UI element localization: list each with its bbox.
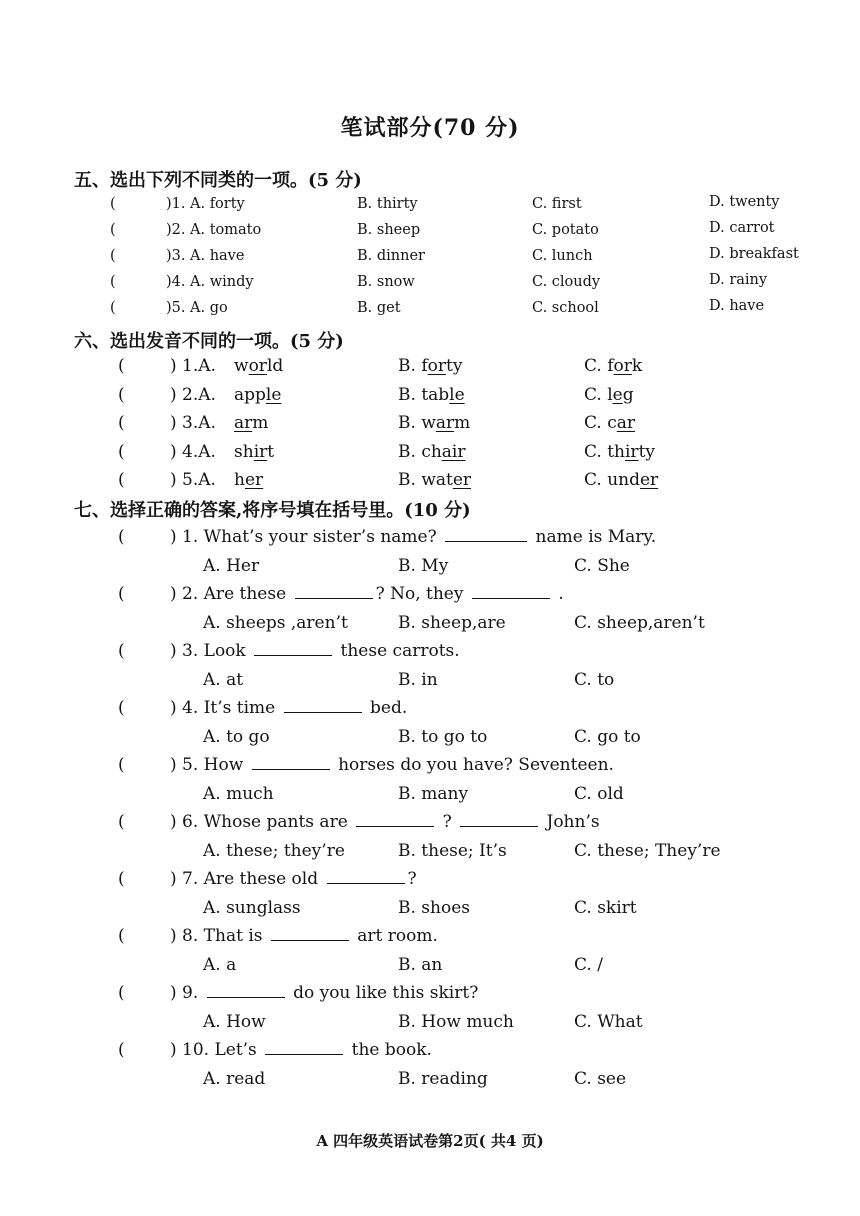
option-a[interactable]: A. go <box>190 300 228 316</box>
word-part: wat <box>421 470 453 490</box>
option-c[interactable]: C. old <box>574 784 624 804</box>
question-text-part: ) 10. Let’s <box>170 1040 263 1060</box>
option-letter: B. <box>398 385 422 405</box>
option-c[interactable]: C. What <box>574 1012 643 1032</box>
section-5-heading: 五、选出下列不同类的一项。(5 分) <box>74 170 362 191</box>
answer-paren[interactable]: ( <box>118 584 125 604</box>
answer-paren[interactable]: ( <box>118 641 125 661</box>
option-b[interactable]: B. My <box>398 556 449 576</box>
question-text-part: the book. <box>346 1040 432 1060</box>
option-c[interactable] <box>584 356 642 376</box>
question-text <box>170 983 478 1003</box>
option-a[interactable]: A. tomato <box>190 222 262 238</box>
underlined-letters: air <box>441 442 466 462</box>
question-text-part: . <box>552 584 564 604</box>
answer-paren[interactable]: ( <box>118 812 125 832</box>
question-number: ) 3.A. <box>170 413 216 433</box>
question-text-part: ) 1. What’s your sister’s name? <box>170 527 443 547</box>
answer-paren[interactable]: ( <box>118 442 125 462</box>
answer-paren[interactable]: ( <box>118 413 125 433</box>
option-a[interactable] <box>234 413 268 433</box>
question-text <box>170 926 438 946</box>
word-part: w <box>234 356 249 376</box>
question-text-part: horses do you have? Seventeen. <box>332 755 614 775</box>
question-text <box>170 755 614 775</box>
question-text <box>170 584 564 604</box>
answer-paren[interactable]: ( <box>110 274 116 290</box>
answer-blank[interactable] <box>327 869 405 884</box>
answer-blank[interactable] <box>356 812 434 827</box>
answer-paren[interactable]: ( <box>110 248 116 264</box>
question-text-part: art room. <box>351 926 438 946</box>
underlined-letters: ar <box>616 413 636 433</box>
answer-blank[interactable] <box>284 698 362 713</box>
word-part: ch <box>421 442 442 462</box>
option-c[interactable] <box>584 385 634 405</box>
option-a[interactable]: A. much <box>203 784 274 804</box>
answer-paren[interactable]: ( <box>110 300 116 316</box>
underlined-letters: ir <box>253 442 268 462</box>
option-letter: C. <box>584 413 608 433</box>
option-c[interactable]: C. first <box>532 196 582 212</box>
option-a[interactable]: A. sheeps ,aren’t <box>203 613 348 633</box>
word-part: l <box>607 385 613 405</box>
underlined-letters: ar <box>435 413 455 433</box>
answer-blank[interactable] <box>252 755 330 770</box>
option-c[interactable]: C. She <box>574 556 630 576</box>
option-letter: B. <box>398 413 422 433</box>
option-a[interactable] <box>234 385 281 405</box>
answer-blank[interactable] <box>265 1040 343 1055</box>
question-number: )1. <box>166 196 186 212</box>
answer-blank[interactable] <box>254 641 332 656</box>
word-part: ld <box>266 356 284 376</box>
option-letter: B. <box>398 442 422 462</box>
answer-paren[interactable]: ( <box>118 470 125 490</box>
option-b[interactable] <box>398 442 466 462</box>
option-a[interactable]: A. read <box>203 1069 266 1089</box>
section-6-heading: 六、选出发音不同的一项。(5 分) <box>74 331 344 352</box>
option-c[interactable]: C. go to <box>574 727 641 747</box>
word-part: f <box>421 356 428 376</box>
underlined-letters: er <box>244 470 264 490</box>
option-a[interactable] <box>234 356 283 376</box>
question-text <box>170 641 460 661</box>
option-d[interactable]: D. have <box>709 298 765 314</box>
question-number: )3. <box>166 248 186 264</box>
question-text-part: bed. <box>364 698 408 718</box>
option-a[interactable]: A. Her <box>203 556 260 576</box>
option-letter: C. <box>584 356 608 376</box>
question-text-part: these carrots. <box>335 641 460 661</box>
word-part: t <box>267 442 275 462</box>
word-part: und <box>607 470 640 490</box>
underlined-letters: le <box>449 385 465 405</box>
question-text-part: ) 8. That is <box>170 926 268 946</box>
option-b[interactable]: B. in <box>398 670 438 690</box>
option-c[interactable]: C. sheep,aren’t <box>574 613 705 633</box>
option-a[interactable]: A. sunglass <box>203 898 301 918</box>
option-letter: C. <box>584 470 608 490</box>
answer-blank[interactable] <box>472 584 550 599</box>
word-part: m <box>252 413 269 433</box>
option-b[interactable]: B. many <box>398 784 469 804</box>
option-b[interactable] <box>398 470 471 490</box>
option-a[interactable]: A. a <box>203 955 237 975</box>
question-number: ) 5.A. <box>170 470 216 490</box>
option-b[interactable]: B. these; It’s <box>398 841 507 861</box>
option-c[interactable]: C. / <box>574 955 603 975</box>
option-b[interactable]: B. How much <box>398 1012 514 1032</box>
question-text-part: ) 2. Are these <box>170 584 292 604</box>
option-c[interactable]: C. lunch <box>532 248 593 264</box>
option-letter: B. <box>398 470 422 490</box>
word-part: ty <box>638 442 656 462</box>
option-letter: B. <box>398 356 422 376</box>
option-a[interactable]: A. forty <box>190 196 245 212</box>
question-number: ) 4.A. <box>170 442 216 462</box>
option-b[interactable]: B. thirty <box>357 196 418 212</box>
option-letter: C. <box>584 442 608 462</box>
answer-paren[interactable]: ( <box>118 755 125 775</box>
question-number: ) 2.A. <box>170 385 216 405</box>
answer-blank[interactable] <box>207 983 285 998</box>
underlined-letters: er <box>640 470 659 490</box>
answer-paren[interactable]: ( <box>118 926 125 946</box>
answer-paren[interactable]: ( <box>118 356 125 376</box>
question-number: )4. <box>166 274 186 290</box>
word-part: th <box>607 442 625 462</box>
option-a[interactable]: A. windy <box>190 274 254 290</box>
question-text-part: John’s <box>541 812 600 832</box>
option-a[interactable]: A. How <box>203 1012 266 1032</box>
word-part: ty <box>445 356 463 376</box>
question-text <box>170 527 656 547</box>
option-d[interactable]: D. twenty <box>709 194 780 210</box>
question-text-part: ) 7. Are these old <box>170 869 324 889</box>
question-text-part: ? <box>407 869 417 889</box>
word-part: c <box>607 413 617 433</box>
option-d[interactable]: D. rainy <box>709 272 768 288</box>
question-text-part: ? No, they <box>375 584 469 604</box>
option-c[interactable]: C. these; They’re <box>574 841 721 861</box>
question-text-part: do you like this skirt? <box>287 983 479 1003</box>
underlined-letters: er <box>452 470 472 490</box>
question-text <box>170 869 417 889</box>
question-text-part: ) 9. <box>170 983 204 1003</box>
option-c[interactable] <box>584 470 658 490</box>
word-part: sh <box>234 442 254 462</box>
underlined-letters: e <box>612 385 623 405</box>
option-a[interactable] <box>234 442 274 462</box>
option-b[interactable]: B. dinner <box>357 248 425 264</box>
option-b[interactable] <box>398 385 465 405</box>
option-b[interactable] <box>398 356 462 376</box>
option-a[interactable]: A. to go <box>203 727 270 747</box>
word-part: h <box>234 470 245 490</box>
question-text <box>170 1040 432 1060</box>
word-part: app <box>234 385 266 405</box>
question-text-part: ) 3. Look <box>170 641 252 661</box>
answer-paren[interactable]: ( <box>118 983 125 1003</box>
option-b[interactable]: B. get <box>357 300 401 316</box>
question-number: ) 1.A. <box>170 356 216 376</box>
question-text <box>170 698 407 718</box>
option-b[interactable]: B. an <box>398 955 443 975</box>
option-a[interactable]: A. these; they’re <box>203 841 345 861</box>
answer-paren[interactable]: ( <box>118 869 125 889</box>
answer-paren[interactable]: ( <box>118 527 125 547</box>
answer-blank[interactable] <box>271 926 349 941</box>
word-part: g <box>622 385 634 405</box>
option-d[interactable]: D. breakfast <box>709 246 799 262</box>
word-part: m <box>454 413 471 433</box>
option-b[interactable]: B. sheep <box>357 222 421 238</box>
word-part: tab <box>421 385 450 405</box>
answer-paren[interactable]: ( <box>118 385 125 405</box>
option-letter: C. <box>584 385 608 405</box>
underlined-letters: or <box>248 356 267 376</box>
option-c[interactable]: C. cloudy <box>532 274 601 290</box>
answer-paren[interactable]: ( <box>110 222 116 238</box>
option-c[interactable] <box>584 413 635 433</box>
word-part: k <box>631 356 643 376</box>
option-a[interactable] <box>234 470 263 490</box>
answer-blank[interactable] <box>460 812 538 827</box>
option-c[interactable]: C. school <box>532 300 599 316</box>
option-c[interactable]: C. potato <box>532 222 599 238</box>
question-text <box>170 812 600 832</box>
underlined-letters: ar <box>234 413 253 433</box>
option-c[interactable]: C. skirt <box>574 898 637 918</box>
option-d[interactable]: D. carrot <box>709 220 775 236</box>
option-c[interactable] <box>584 442 655 462</box>
answer-paren[interactable]: ( <box>118 1040 125 1060</box>
question-text-part: ) 4. It’s time <box>170 698 281 718</box>
option-c[interactable]: C. to <box>574 670 615 690</box>
underlined-letters: ir <box>625 442 639 462</box>
question-text-part: ) 5. How <box>170 755 249 775</box>
option-b[interactable]: B. sheep,are <box>398 613 506 633</box>
answer-blank[interactable] <box>295 584 373 599</box>
word-part: w <box>421 413 436 433</box>
option-b[interactable]: B. to go to <box>398 727 488 747</box>
underlined-letters: le <box>265 385 282 405</box>
option-b[interactable]: B. shoes <box>398 898 470 918</box>
option-b[interactable]: B. reading <box>398 1069 488 1089</box>
question-number: )2. <box>166 222 186 238</box>
question-text-part: ) 6. Whose pants are <box>170 812 354 832</box>
option-a[interactable]: A. at <box>203 670 244 690</box>
question-number: )5. <box>166 300 186 316</box>
underlined-letters: or <box>613 356 632 376</box>
section-7-heading: 七、选择正确的答案,将序号填在括号里。(10 分) <box>74 500 471 521</box>
page-footer: A 四年级英语试卷第2页( 共4 页) <box>316 1132 544 1150</box>
page-title: 笔试部分(70 分) <box>340 115 520 141</box>
answer-paren[interactable]: ( <box>110 196 116 212</box>
answer-blank[interactable] <box>445 527 527 542</box>
option-b[interactable] <box>398 413 470 433</box>
option-a[interactable]: A. have <box>190 248 245 264</box>
question-text-part: ? <box>437 812 458 832</box>
answer-paren[interactable]: ( <box>118 698 125 718</box>
option-c[interactable]: C. see <box>574 1069 627 1089</box>
question-text-part: name is Mary. <box>530 527 657 547</box>
word-part: f <box>607 356 614 376</box>
underlined-letters: or <box>427 356 446 376</box>
option-b[interactable]: B. snow <box>357 274 415 290</box>
